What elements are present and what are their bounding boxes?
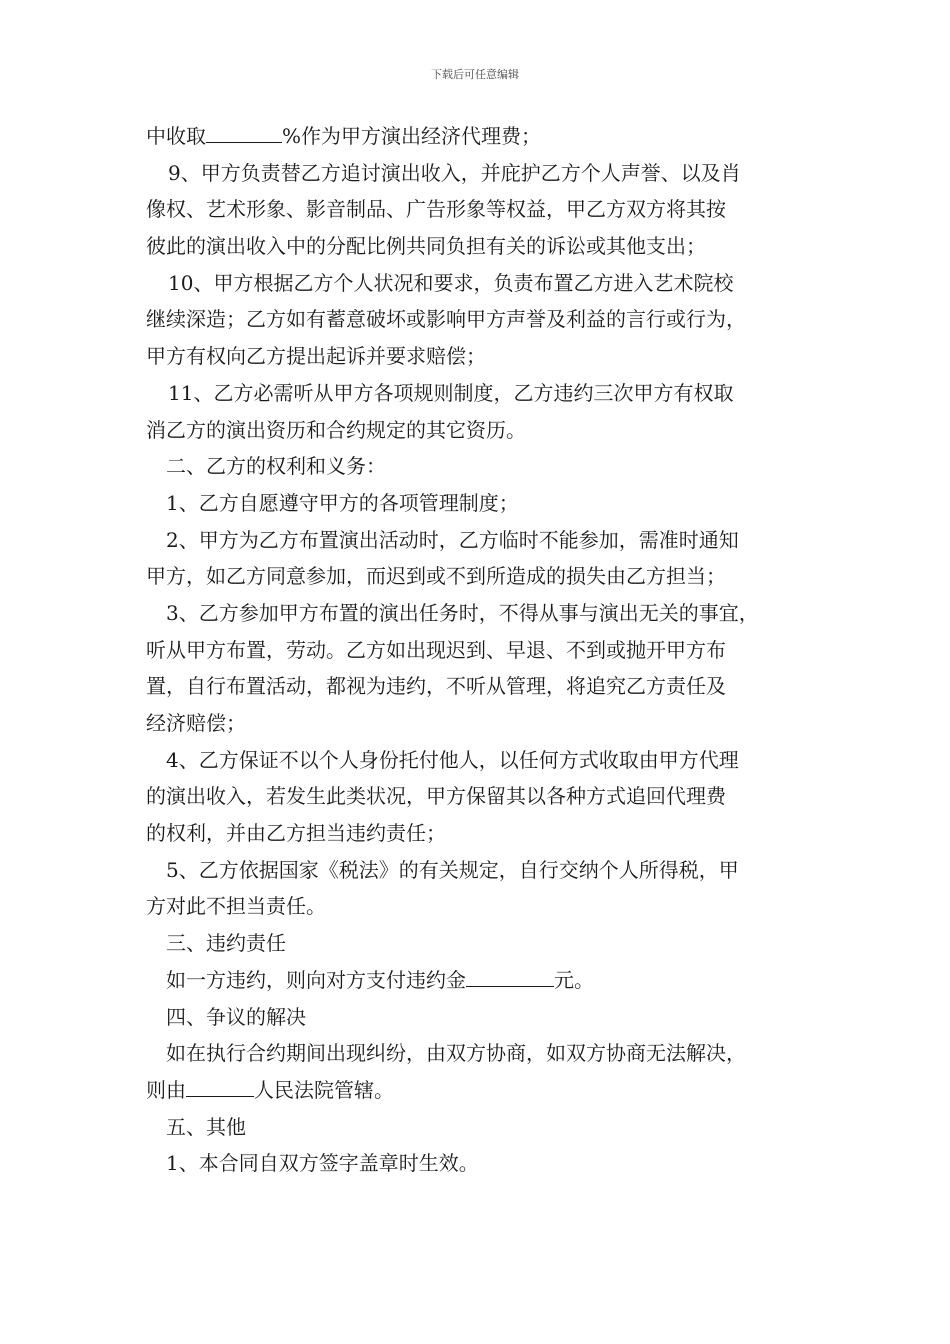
text-line: 则由 人民法院管辖。 xyxy=(146,1072,818,1109)
text-line: 3、乙方参加甲方布置的演出任务时，不得从事与演出无关的事宜， xyxy=(166,600,759,625)
section-heading: 三、违约责任 xyxy=(166,931,286,956)
text-line: 10、甲方根据乙方个人状况和要求，负责布置乙方进入艺术院校 xyxy=(168,270,734,295)
text-line: 1、本合同自双方签字盖章时生效。 xyxy=(166,1151,479,1176)
text-line: 的权利，并由乙方担当违约责任； xyxy=(146,821,446,846)
fill-in-blank xyxy=(466,964,554,987)
text-line: 11、乙方必需听从甲方各项规则制度，乙方违约三次甲方有权取 xyxy=(168,380,734,405)
text-line: 如在执行合约期间出现纠纷，由双方协商，如双方协商无法解决， xyxy=(166,1041,746,1066)
text-line: 的演出收入，若发生此类状况，甲方保留其以各种方式追回代理费 xyxy=(146,784,726,809)
text-line: 5、乙方依据国家《税法》的有关规定，自行交纳个人所得税，甲 xyxy=(166,857,739,882)
section-heading: 二、乙方的权利和义务： xyxy=(166,454,386,479)
text-line: 置，自行布置活动，都视为违约，不听从管理，将追究乙方责任及 xyxy=(146,674,726,699)
text-line: 如一方违约，则向对方支付违约金 元。 xyxy=(146,962,818,999)
text-line: 甲方，如乙方同意参加，而迟到或不到所造成的损失由乙方担当； xyxy=(146,564,726,589)
text-line: 听从甲方布置，劳动。乙方如出现迟到、早退、不到或抛开甲方布 xyxy=(146,637,726,662)
text-line: 彼此的演出收入中的分配比例共同负担有关的诉讼或其他支出； xyxy=(146,234,706,259)
text-line: 甲方有权向乙方提出起诉并要求赔偿； xyxy=(146,344,486,369)
text-line: 经济赔偿； xyxy=(146,711,246,735)
text-line: 像权、艺术形象、影音制品、广告形象等权益，甲乙方双方将其按 xyxy=(146,197,726,222)
text-line: 方对此不担当责任。 xyxy=(146,894,326,919)
page-header: 下载后可任意编辑 xyxy=(431,68,519,81)
section-heading: 四、争议的解决 xyxy=(166,1004,306,1029)
text-line: 消乙方的演出资历和合约规定的其它资历。 xyxy=(146,417,526,442)
fill-in-blank xyxy=(206,120,282,143)
text-line: 2、甲方为乙方布置演出活动时，乙方临时不能参加，需准时通知 xyxy=(166,527,739,552)
text-line: 4、乙方保证不以个人身份托付他人，以任何方式收取由甲方代理 xyxy=(166,747,739,772)
text-line: 继续深造；乙方如有蓄意破坏或影响甲方声誉及利益的言行或行为， xyxy=(146,307,746,332)
text-line: 1、乙方自愿遵守甲方的各项管理制度； xyxy=(166,490,519,515)
text-line: 9、甲方负责替乙方追讨演出收入，并庇护乙方个人声誉、以及肖 xyxy=(168,160,741,185)
text-line: 中收取 %作为甲方演出经济代理费； xyxy=(146,118,818,155)
fill-in-blank xyxy=(186,1074,254,1097)
document-body xyxy=(146,118,818,1182)
section-heading: 五、其他 xyxy=(166,1114,246,1139)
